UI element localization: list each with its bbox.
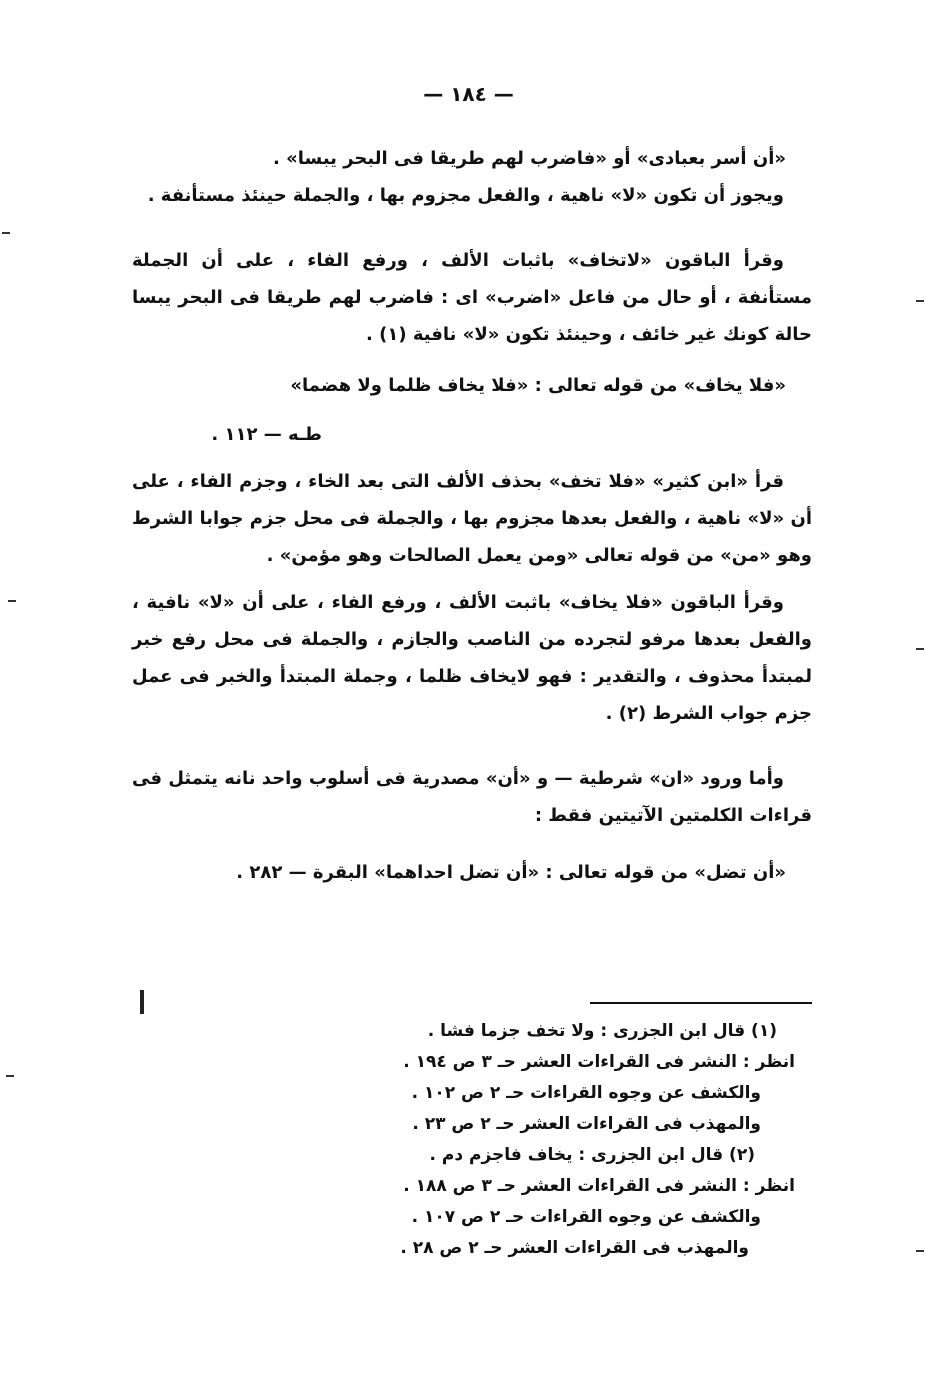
page-number: — ١٨٤ — bbox=[423, 82, 514, 106]
paragraph-gap bbox=[132, 453, 812, 463]
paragraph-gap bbox=[132, 214, 812, 242]
paragraph-ibn-kathir: قرأ «ابن كثير» «فلا تخف» بحذف الألف التى بعد الخاء ، وجزم الفاء ، على أن «لا» ناهية ، والفعل بعدها مجزوم بها ، والجملة فى محل جزم جوابا الشرط وهو «من» من قوله تعالى «ومن يعمل الصالحات وهو مؤمن» . bbox=[132, 471, 812, 566]
footnote-1-source: والمهذب فى القراءات العشر حـ ٢ ص ٢٣ . bbox=[412, 1114, 761, 1134]
paragraph-gap bbox=[132, 353, 812, 367]
footnote-separator bbox=[590, 1002, 812, 1004]
paragraph-in-an: وأما ورود «ان» شرطية — و «أن» مصدرية فى أسلوب واحد نانه يتمثل فى قراءات الكلمتين الآتيتين فقط : bbox=[132, 768, 812, 826]
footnote-1-source: والكشف عن وجوه القراءات حـ ٢ ص ١٠٢ . bbox=[411, 1083, 761, 1103]
paragraph-gap bbox=[132, 732, 812, 760]
paragraph-an-tadil: «أن تضل» من قوله تعالى : «أن تضل احداهما» البقرة — ٢٨٢ . bbox=[236, 862, 786, 883]
scan-artifact bbox=[2, 232, 10, 234]
body-text bbox=[132, 140, 812, 891]
footnote-2-source: انظر : النشر فى القراءات العشر حـ ٣ ص ١٨٨ . bbox=[403, 1176, 795, 1196]
footnote-2-source: والمهذب فى القراءات العشر حـ ٢ ص ٢٨ . bbox=[400, 1238, 749, 1258]
paragraph-verse-continuation: «أن أسر بعبادى» أو «فاضرب لهم طريقا فى البحر يبسا» . bbox=[273, 148, 786, 169]
scan-artifact bbox=[916, 648, 924, 650]
paragraph-baqun-second: وقرأ الباقون «فلا يخاف» باثبت الألف ، ورفع الفاء ، على أن «لا» نافية ، والفعل بعدها مرفو لتجرده من الناصب والجازم ، والجملة فى محل رفع خبر لمبتدأ محذوف ، والتقدير : فهو لايخاف ظلما ، وجملة المبتدأ والخبر فى عمل جزم جواب الشرط (٢) . bbox=[132, 592, 812, 724]
verse-reference-taha: طـه — ١١٢ . bbox=[211, 424, 322, 445]
scan-artifact bbox=[916, 300, 924, 302]
scan-artifact bbox=[8, 600, 16, 602]
paragraph-baqun-first: وقرأ الباقون «لاتخاف» باثبات الألف ، ورفع الفاء ، على أن الجملة مستأنفة ، أو حال من فاعل «اضرب» اى : فاضرب لهم طريقا فى البحر يبسا حالة كونك غير خائف ، وحينئذ تكون «لا» نافية (١) . bbox=[132, 250, 812, 345]
paragraph-gap bbox=[132, 574, 812, 584]
footnotes bbox=[240, 1016, 795, 1264]
paragraph-nahiya: ويجوز أن تكون «لا» ناهية ، والفعل مجزوم بها ، والجملة حينئذ مستأنفة . bbox=[147, 185, 784, 206]
margin-mark bbox=[140, 990, 144, 1014]
footnote-1-source: انظر : النشر فى القراءات العشر حـ ٣ ص ١٩٤ . bbox=[403, 1052, 795, 1072]
footnote-1: (١) قال ابن الجزرى : ولا تخف جزما فشا . bbox=[427, 1021, 777, 1041]
footnote-2-source: والكشف عن وجوه القراءات حـ ٢ ص ١٠٧ . bbox=[411, 1207, 761, 1227]
scan-artifact bbox=[6, 1075, 14, 1077]
footnote-2: (٢) قال ابن الجزرى : يخاف فاجزم دم . bbox=[429, 1145, 755, 1165]
paragraph-gap bbox=[132, 834, 812, 854]
paragraph-gap bbox=[132, 404, 812, 416]
paragraph-verse-fala-yakhaf: «فلا يخاف» من قوله تعالى : «فلا يخاف ظلما ولا هضما» bbox=[290, 375, 786, 396]
scan-artifact bbox=[916, 1250, 924, 1252]
